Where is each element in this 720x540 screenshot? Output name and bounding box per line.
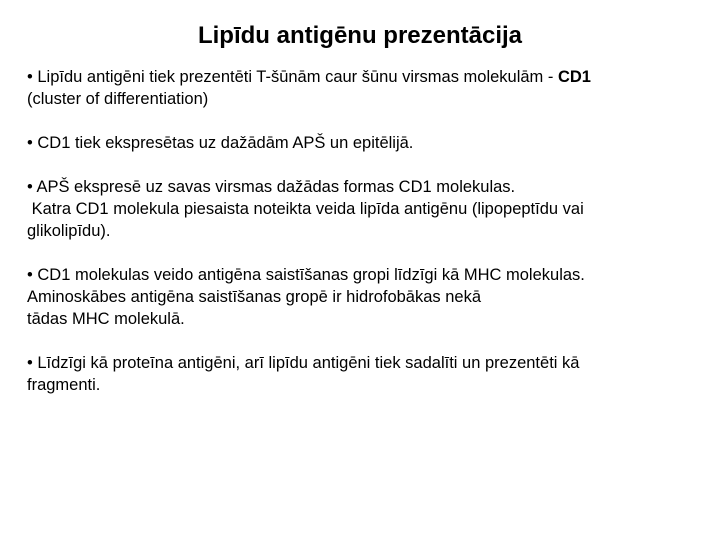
- bullet-item-4: [27, 264, 712, 330]
- bullet-line: • Līdzīgi kā proteīna antigēni, arī lipīdu antigēni tiek sadalīti un prezentēti kā: [27, 354, 580, 372]
- bullet-item-3: [27, 176, 712, 242]
- bullet-bold-text: CD1: [557, 68, 591, 86]
- bullet-item-5: [27, 352, 712, 396]
- bullet-text: • Lipīdu antigēni tiek prezentēti T-šūnām caur šūnu virsmas molekulām -: [27, 68, 558, 86]
- bullet-line: Katra CD1 molekula piesaista noteikta veida lipīda antigēnu (lipopeptīdu vai: [27, 200, 584, 218]
- bullet-item-2: [27, 132, 712, 154]
- slide-body: [27, 66, 712, 418]
- bullet-line: glikolipīdu).: [27, 222, 111, 240]
- bullet-line: Aminoskābes antigēna saistīšanas gropē ir hidrofobākas nekā: [27, 288, 482, 306]
- slide-title: Lipīdu antigēnu prezentācija: [197, 22, 523, 49]
- bullet-line: • APŠ ekspresē uz savas virsmas dažādas formas CD1 molekulas.: [27, 178, 516, 196]
- bullet-line: tādas MHC molekulā.: [27, 310, 185, 328]
- bullet-line: • CD1 molekulas veido antigēna saistīšanas gropi līdzīgi kā MHC molekulas.: [27, 266, 585, 284]
- bullet-line: (cluster of differentiation): [27, 90, 209, 108]
- bullet-line: fragmenti.: [27, 376, 101, 394]
- bullet-line: • CD1 tiek ekspresētas uz dažādām APŠ un epitēlijā.: [27, 134, 414, 152]
- bullet-line: [27, 66, 712, 88]
- bullet-item-1: [27, 66, 712, 110]
